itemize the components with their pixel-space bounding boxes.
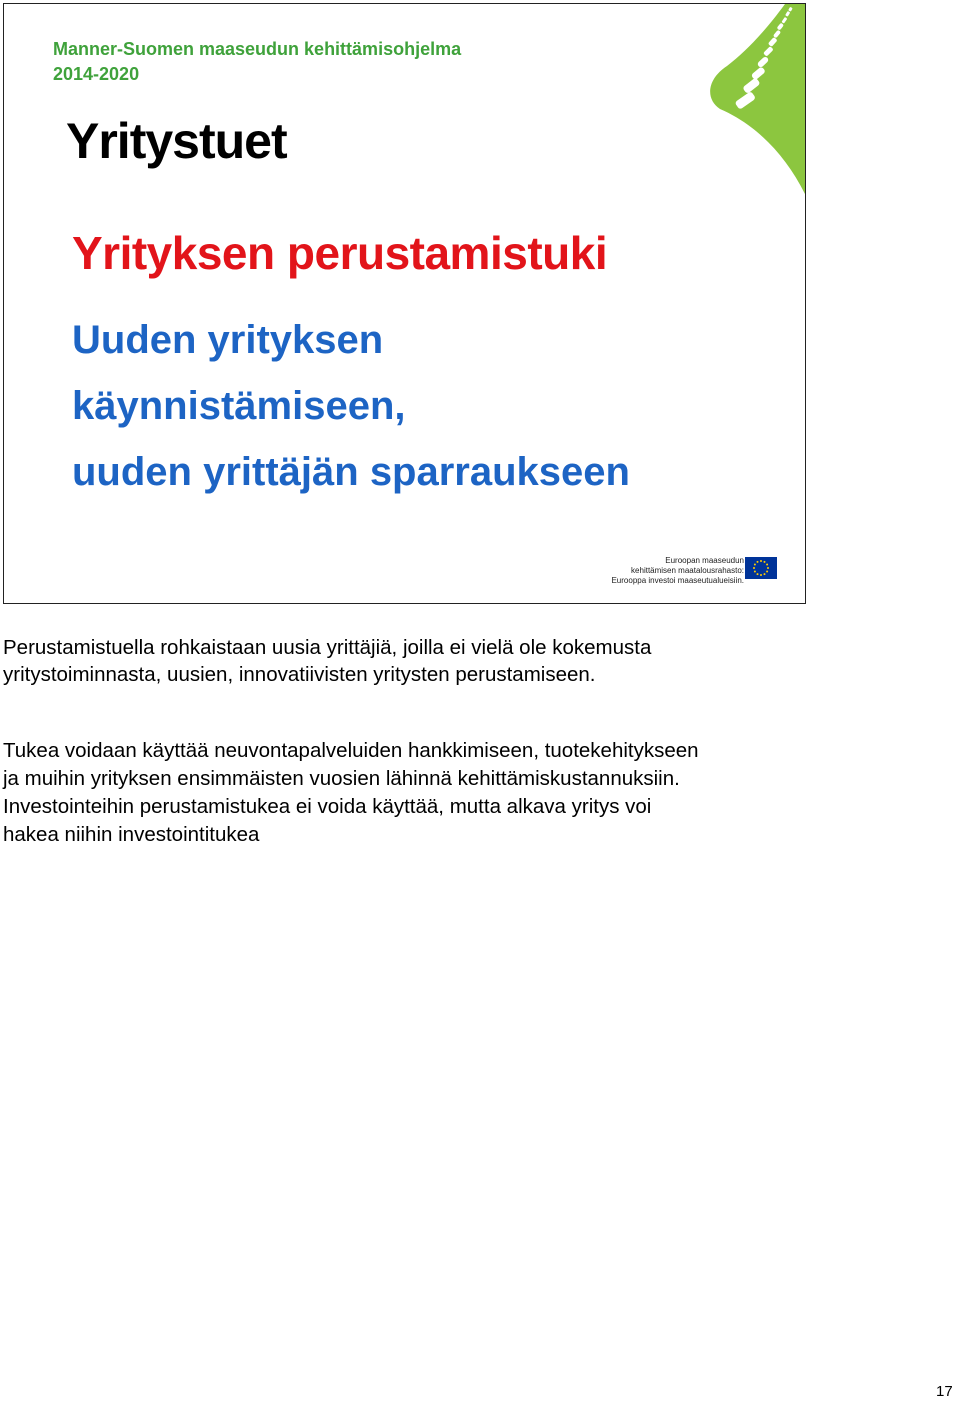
description-line: käynnistämiseen, bbox=[72, 384, 406, 428]
slide-subtitle: Yrityksen perustamistuki bbox=[72, 227, 608, 279]
leaf-logo bbox=[635, 4, 805, 204]
description-line: Uuden yrityksen bbox=[72, 318, 384, 362]
notes-line: hakea niihin investointitukea bbox=[3, 823, 260, 846]
notes-line: Perustamistuella rohkaistaan uusia yrittäjiä, joilla ei vielä ole kokemusta bbox=[3, 636, 652, 659]
eu-flag-icon bbox=[745, 557, 777, 579]
slide-title: Yritystuet bbox=[66, 113, 287, 169]
notes-line: Tukea voidaan käyttää neuvontapalveluiden hankkimiseen, tuotekehitykseen bbox=[3, 739, 699, 762]
slide-image bbox=[3, 3, 806, 604]
page-number: 17 bbox=[936, 1383, 953, 1400]
notes-paragraph-1 bbox=[3, 634, 651, 688]
eu-logo-line: Euroopan maaseudun bbox=[665, 556, 744, 565]
eu-logo-line: Eurooppa investoi maaseutualueisiin. bbox=[611, 576, 744, 585]
description-line: uuden yrittäjän sparraukseen bbox=[72, 450, 630, 494]
notes-line: ja muihin yrityksen ensimmäisten vuosien lähinnä kehittämiskustannuksiin. bbox=[3, 767, 680, 790]
eu-logo-line: kehittämisen maatalousrahasto: bbox=[631, 566, 744, 575]
notes-paragraph-2 bbox=[3, 737, 699, 849]
program-name-line: Manner-Suomen maaseudun kehittämisohjelma bbox=[53, 39, 462, 59]
notes-line: Investointeihin perustamistukea ei voida käyttää, mutta alkava yritys voi bbox=[3, 795, 652, 818]
slide-description bbox=[72, 312, 630, 510]
program-name bbox=[53, 37, 573, 87]
notes-line: yritystoiminnasta, uusien, innovatiivisten yritysten perustamiseen. bbox=[3, 663, 596, 686]
eu-logo-text bbox=[604, 556, 744, 586]
program-years: 2014-2020 bbox=[53, 64, 140, 84]
